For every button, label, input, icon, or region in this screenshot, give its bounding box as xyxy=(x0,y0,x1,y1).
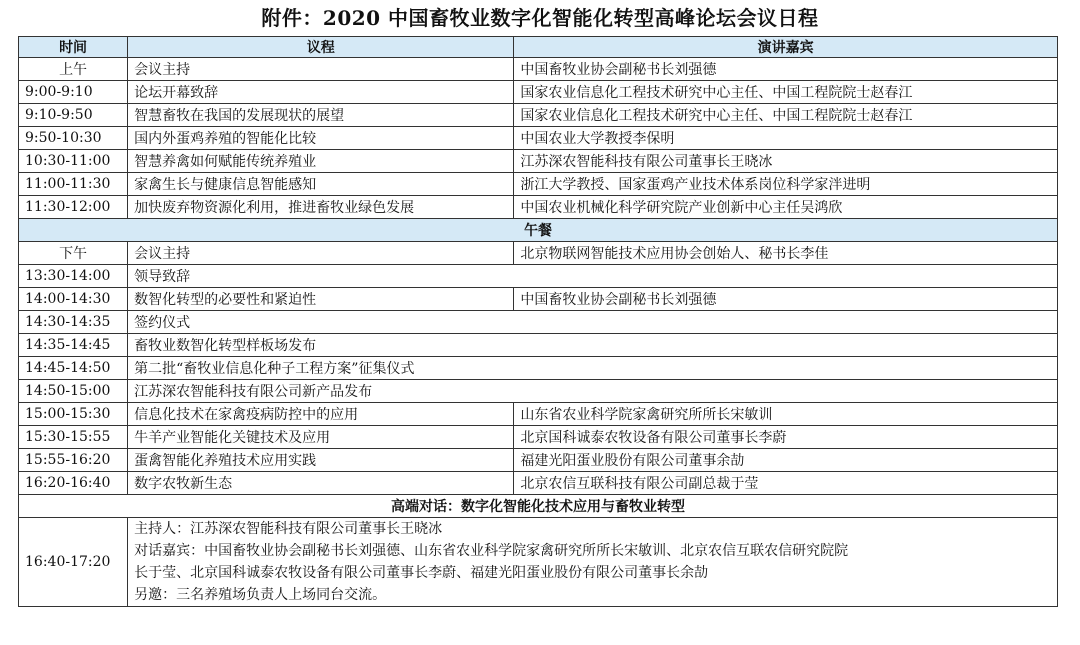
row-time: 11:30-12:00 xyxy=(19,196,128,219)
row-speaker: 中国农业大学教授李保明 xyxy=(514,127,1058,150)
row-time: 10:30-11:00 xyxy=(19,150,128,173)
row-time: 15:00-15:30 xyxy=(19,403,128,426)
table-row xyxy=(19,472,1058,495)
table-row xyxy=(19,81,1058,104)
row-agenda: 国内外蛋鸡养殖的智能化比较 xyxy=(128,127,514,150)
row-time: 14:30-14:35 xyxy=(19,311,128,334)
row-agenda: 会议主持 xyxy=(128,242,514,265)
table-row xyxy=(19,380,1058,403)
dialog-note: 另邀：三名养殖场负责人上场同台交流。 xyxy=(134,587,387,603)
table-row xyxy=(19,242,1058,265)
row-agenda: 领导致辞 xyxy=(128,265,1058,288)
row-agenda: 家禽生长与健康信息智能感知 xyxy=(128,173,514,196)
table-row xyxy=(19,173,1058,196)
row-agenda: 蛋禽智能化养殖技术应用实践 xyxy=(128,449,514,472)
row-time: 11:00-11:30 xyxy=(19,173,128,196)
table-row xyxy=(19,196,1058,219)
row-agenda: 江苏深农智能科技有限公司新产品发布 xyxy=(128,380,1058,403)
row-agenda: 会议主持 xyxy=(128,58,514,81)
lunch-label: 午餐 xyxy=(19,219,1058,242)
row-agenda: 信息化技术在家禽疫病防控中的应用 xyxy=(128,403,514,426)
row-speaker: 浙江大学教授、国家蛋鸡产业技术体系岗位科学家泮进明 xyxy=(514,173,1058,196)
table-row xyxy=(19,426,1058,449)
lunch-row xyxy=(19,219,1058,242)
row-time: 14:50-15:00 xyxy=(19,380,128,403)
dialog-host: 主持人：江苏深农智能科技有限公司董事长王晓冰 xyxy=(134,521,443,537)
row-time: 9:10-9:50 xyxy=(19,104,128,127)
table-row xyxy=(19,403,1058,426)
table-row xyxy=(19,357,1058,380)
header-speaker: 演讲嘉宾 xyxy=(514,37,1058,58)
row-speaker: 国家农业信息化工程技术研究中心主任、中国工程院院士赵春江 xyxy=(514,104,1058,127)
row-speaker: 江苏深农智能科技有限公司董事长王晓冰 xyxy=(514,150,1058,173)
row-time: 下午 xyxy=(19,242,128,265)
row-time: 13:30-14:00 xyxy=(19,265,128,288)
table-row xyxy=(19,265,1058,288)
row-speaker: 北京国科诚泰农牧设备有限公司董事长李蔚 xyxy=(514,426,1058,449)
header-time: 时间 xyxy=(19,37,128,58)
row-speaker: 中国农业机械化科学研究院产业创新中心主任吴鸿欣 xyxy=(514,196,1058,219)
page-title: 附件：2020 中国畜牧业数字化智能化转型高峰论坛会议日程 xyxy=(261,6,819,30)
dialog-time: 16:40-17:20 xyxy=(19,518,128,607)
table-row xyxy=(19,150,1058,173)
table-row xyxy=(19,104,1058,127)
row-speaker: 北京农信互联科技有限公司副总裁于莹 xyxy=(514,472,1058,495)
row-time: 14:45-14:50 xyxy=(19,357,128,380)
row-time: 9:50-10:30 xyxy=(19,127,128,150)
row-time: 14:35-14:45 xyxy=(19,334,128,357)
table-row xyxy=(19,288,1058,311)
row-time: 16:20-16:40 xyxy=(19,472,128,495)
row-speaker: 北京物联网智能技术应用协会创始人、秘书长李佳 xyxy=(514,242,1058,265)
row-speaker: 中国畜牧业协会副秘书长刘强德 xyxy=(514,288,1058,311)
table-row xyxy=(19,127,1058,150)
row-agenda: 论坛开幕致辞 xyxy=(128,81,514,104)
row-time: 上午 xyxy=(19,58,128,81)
dialog-details xyxy=(128,518,1058,607)
row-agenda: 牛羊产业智能化关键技术及应用 xyxy=(128,426,514,449)
dialog-guests-line-1: 对话嘉宾：中国畜牧业协会副秘书长刘强德、山东省农业科学院家禽研究所所长宋敏训、北京农信互联农信研究院院 xyxy=(134,543,849,559)
row-time: 15:55-16:20 xyxy=(19,449,128,472)
table-row xyxy=(19,58,1058,81)
table-row xyxy=(19,449,1058,472)
table-row xyxy=(19,311,1058,334)
table-header-row xyxy=(19,37,1058,58)
row-speaker: 中国畜牧业协会副秘书长刘强德 xyxy=(514,58,1058,81)
row-agenda: 智慧畜牧在我国的发展现状的展望 xyxy=(128,104,514,127)
row-speaker: 福建光阳蛋业股份有限公司董事余劼 xyxy=(514,449,1058,472)
row-speaker: 国家农业信息化工程技术研究中心主任、中国工程院院士赵春江 xyxy=(514,81,1058,104)
row-time: 14:00-14:30 xyxy=(19,288,128,311)
row-time: 15:30-15:55 xyxy=(19,426,128,449)
row-agenda: 第二批“畜牧业信息化种子工程方案”征集仪式 xyxy=(128,357,1058,380)
dialog-heading-row xyxy=(19,495,1058,518)
row-agenda: 加快废弃物资源化利用，推进畜牧业绿色发展 xyxy=(128,196,514,219)
row-agenda: 签约仪式 xyxy=(128,311,1058,334)
schedule-table xyxy=(18,36,1058,607)
dialog-heading: 高端对话：数字化智能化技术应用与畜牧业转型 xyxy=(19,495,1058,518)
dialog-guests-line-2: 长于莹、北京国科诚泰农牧设备有限公司董事长李蔚、福建光阳蛋业股份有限公司董事长余劼 xyxy=(134,565,709,581)
row-speaker: 山东省农业科学院家禽研究所所长宋敏训 xyxy=(514,403,1058,426)
row-time: 9:00-9:10 xyxy=(19,81,128,104)
row-agenda: 数字农牧新生态 xyxy=(128,472,514,495)
table-row xyxy=(19,334,1058,357)
row-agenda: 智慧养禽如何赋能传统养殖业 xyxy=(128,150,514,173)
row-agenda: 数智化转型的必要性和紧迫性 xyxy=(128,288,514,311)
row-agenda: 畜牧业数智化转型样板场发布 xyxy=(128,334,1058,357)
header-agenda: 议程 xyxy=(128,37,514,58)
dialog-row xyxy=(19,518,1058,607)
